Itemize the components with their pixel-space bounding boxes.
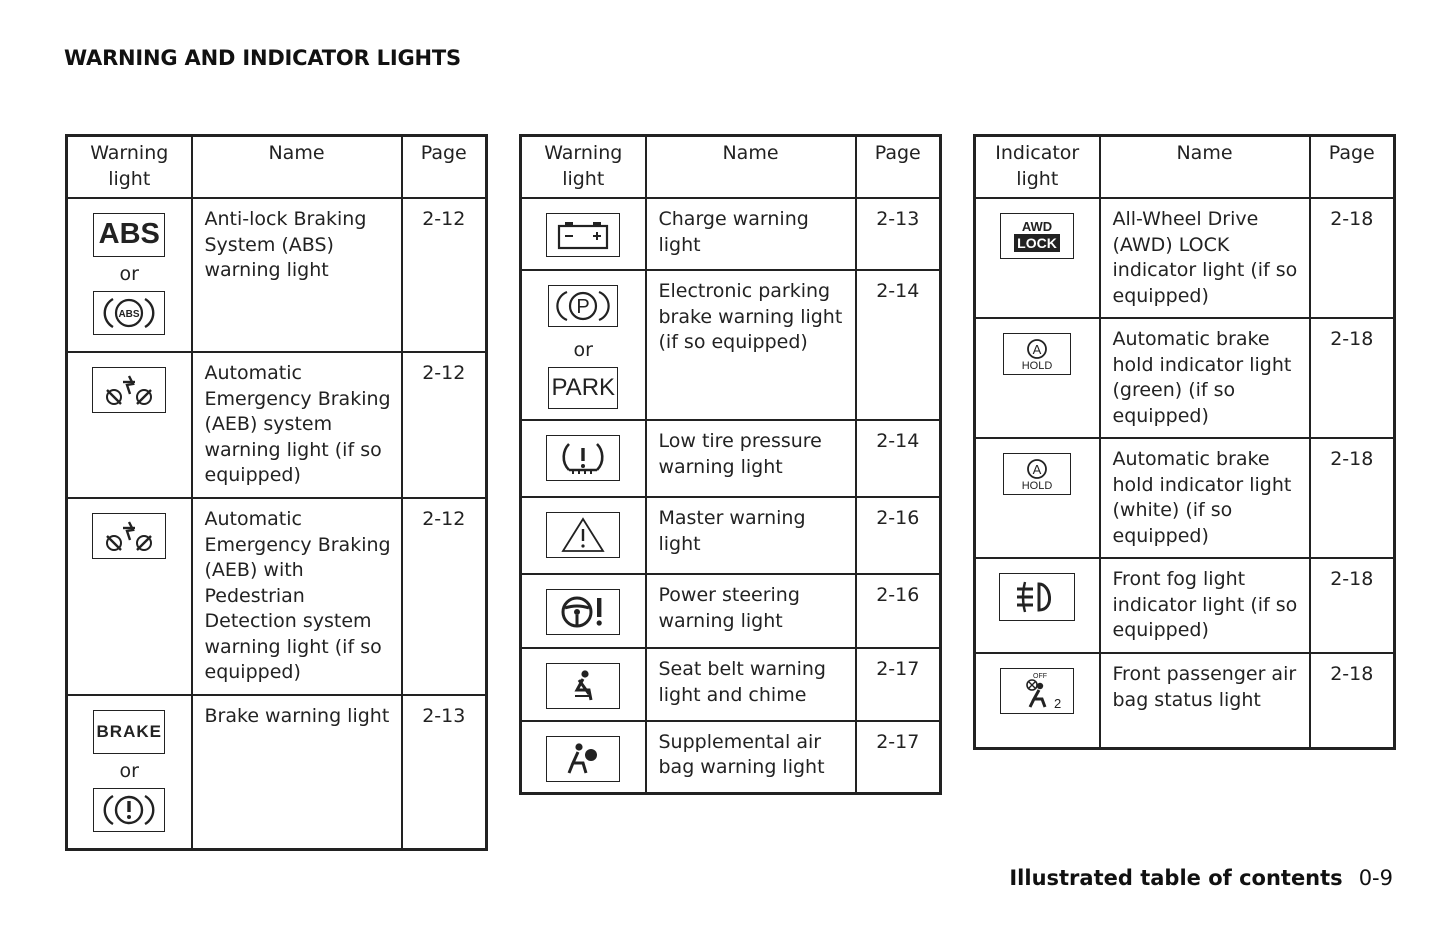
page-cell: 2-12 [402, 352, 487, 498]
footer-page-number: 0-9 [1358, 866, 1393, 890]
brake-icon-label: BRAKE [96, 722, 162, 742]
indicator-lights-table [973, 134, 1396, 750]
abs-circle-icon [93, 291, 165, 335]
table-row [521, 648, 941, 721]
icon-cell [67, 498, 192, 695]
icon-cell [975, 653, 1100, 748]
header-name: Name [192, 136, 402, 199]
name-cell: Seat belt warning light and chime [646, 648, 856, 721]
airbag-icon [546, 736, 620, 782]
or-label: or [119, 760, 139, 782]
brake-hold-green-icon [1003, 333, 1071, 375]
icon-cell [521, 270, 646, 420]
brake-text-icon [93, 710, 165, 754]
table-row [67, 498, 487, 695]
battery-icon [546, 213, 620, 257]
warning-lights-table-2 [519, 134, 942, 795]
table-row [975, 318, 1395, 438]
park-icon-label: PARK [551, 373, 616, 401]
table-row [521, 420, 941, 497]
parking-brake-icon [548, 285, 618, 327]
footer-section-title: Illustrated table of contents [1009, 866, 1343, 890]
icon-cell [521, 198, 646, 270]
passenger-airbag-off-icon [1000, 668, 1074, 714]
page-cell: 2-12 [402, 498, 487, 695]
abs-text-icon [93, 213, 165, 257]
page-footer [1009, 866, 1393, 890]
name-cell: Anti-lock Braking System (ABS) warning light [192, 198, 402, 352]
header-indicator-light: Indicator light [975, 136, 1100, 199]
icon-cell [521, 497, 646, 574]
aeb-pedestrian-icon [92, 513, 166, 559]
warning-lights-table-1 [65, 134, 488, 851]
page-cell: 2-17 [856, 648, 941, 721]
icon-cell [67, 352, 192, 498]
icon-cell [67, 198, 192, 352]
hold-label: HOLD [1021, 360, 1053, 372]
icon-cell [521, 574, 646, 648]
header-name: Name [1100, 136, 1310, 199]
icon-cell [521, 648, 646, 721]
name-cell: Low tire pressure warning light [646, 420, 856, 497]
header-warning-light: Warning light [67, 136, 192, 199]
table-row [975, 653, 1395, 748]
fog-light-icon [999, 573, 1075, 621]
header-warning-light: Warning light [521, 136, 646, 199]
name-cell: Master warning light [646, 497, 856, 574]
header-page: Page [402, 136, 487, 199]
table-header-row [67, 136, 487, 199]
page-cell: 2-18 [1310, 318, 1395, 438]
hold-a-label: A [1032, 462, 1042, 477]
table-row [975, 438, 1395, 558]
brake-circle-icon [93, 788, 165, 832]
name-cell: Automatic brake hold indicator light (green) (if so equipped) [1100, 318, 1310, 438]
page-cell: 2-18 [1310, 653, 1395, 748]
name-cell: Supplemental air bag warning light [646, 721, 856, 794]
page-cell: 2-14 [856, 270, 941, 420]
page-cell: 2-16 [856, 574, 941, 648]
table-row [975, 198, 1395, 318]
parking-p-label: P [576, 296, 590, 318]
name-cell: Automatic Emergency Braking (AEB) with Pedestrian Detection system warning light (if so equipped) [192, 498, 402, 695]
icon-cell [975, 198, 1100, 318]
name-cell: All-Wheel Drive (AWD) LOCK indicator light (if so equipped) [1100, 198, 1310, 318]
name-cell: Electronic parking brake warning light (if so equipped) [646, 270, 856, 420]
table-row [521, 198, 941, 270]
power-steering-icon [546, 589, 620, 635]
page-cell: 2-18 [1310, 438, 1395, 558]
tire-pressure-icon [546, 435, 620, 481]
header-page: Page [856, 136, 941, 199]
abs-icon-label: ABS [98, 218, 160, 251]
page-cell: 2-13 [402, 695, 487, 849]
awd-label: AWD [1022, 219, 1053, 234]
name-cell: Automatic Emergency Braking (AEB) system warning light (if so equipped) [192, 352, 402, 498]
master-warning-icon [546, 512, 620, 558]
page-cell: 2-14 [856, 420, 941, 497]
table-header-row [521, 136, 941, 199]
header-name: Name [646, 136, 856, 199]
airbag-seat-number: 2 [1054, 696, 1062, 711]
table-row [67, 352, 487, 498]
hold-label: HOLD [1021, 480, 1053, 492]
abs-circle-label: ABS [118, 309, 140, 320]
table-row [67, 198, 487, 352]
table-row [521, 497, 941, 574]
name-cell: Charge warning light [646, 198, 856, 270]
park-text-icon [548, 367, 618, 409]
airbag-off-label: OFF [1033, 673, 1048, 680]
icon-cell [521, 420, 646, 497]
page-cell: 2-18 [1310, 198, 1395, 318]
name-cell: Automatic brake hold indicator light (white) (if so equipped) [1100, 438, 1310, 558]
or-label: or [119, 263, 139, 285]
page-cell: 2-16 [856, 497, 941, 574]
page-cell: 2-12 [402, 198, 487, 352]
table-row [521, 574, 941, 648]
header-page: Page [1310, 136, 1395, 199]
page-cell: 2-18 [1310, 558, 1395, 653]
icon-cell [975, 318, 1100, 438]
table-row [975, 558, 1395, 653]
table-row [67, 695, 487, 849]
name-cell: Brake warning light [192, 695, 402, 849]
brake-hold-white-icon [1003, 453, 1071, 495]
lock-label: LOCK [1017, 235, 1058, 251]
awd-lock-icon [1000, 213, 1074, 259]
icon-cell [975, 438, 1100, 558]
icon-cell [975, 558, 1100, 653]
icon-cell [67, 695, 192, 849]
table-row [521, 270, 941, 420]
icon-cell [521, 721, 646, 794]
table-header-row [975, 136, 1395, 199]
page-cell: 2-13 [856, 198, 941, 270]
name-cell: Power steering warning light [646, 574, 856, 648]
table-row [521, 721, 941, 794]
hold-a-label: A [1032, 342, 1042, 357]
name-cell: Front passenger air bag status light [1100, 653, 1310, 748]
page-title: WARNING AND INDICATOR LIGHTS [64, 46, 461, 70]
page-cell: 2-17 [856, 721, 941, 794]
name-cell: Front fog light indicator light (if so equipped) [1100, 558, 1310, 653]
seat-belt-icon [546, 663, 620, 709]
aeb-icon [92, 367, 166, 413]
or-label: or [573, 338, 593, 361]
